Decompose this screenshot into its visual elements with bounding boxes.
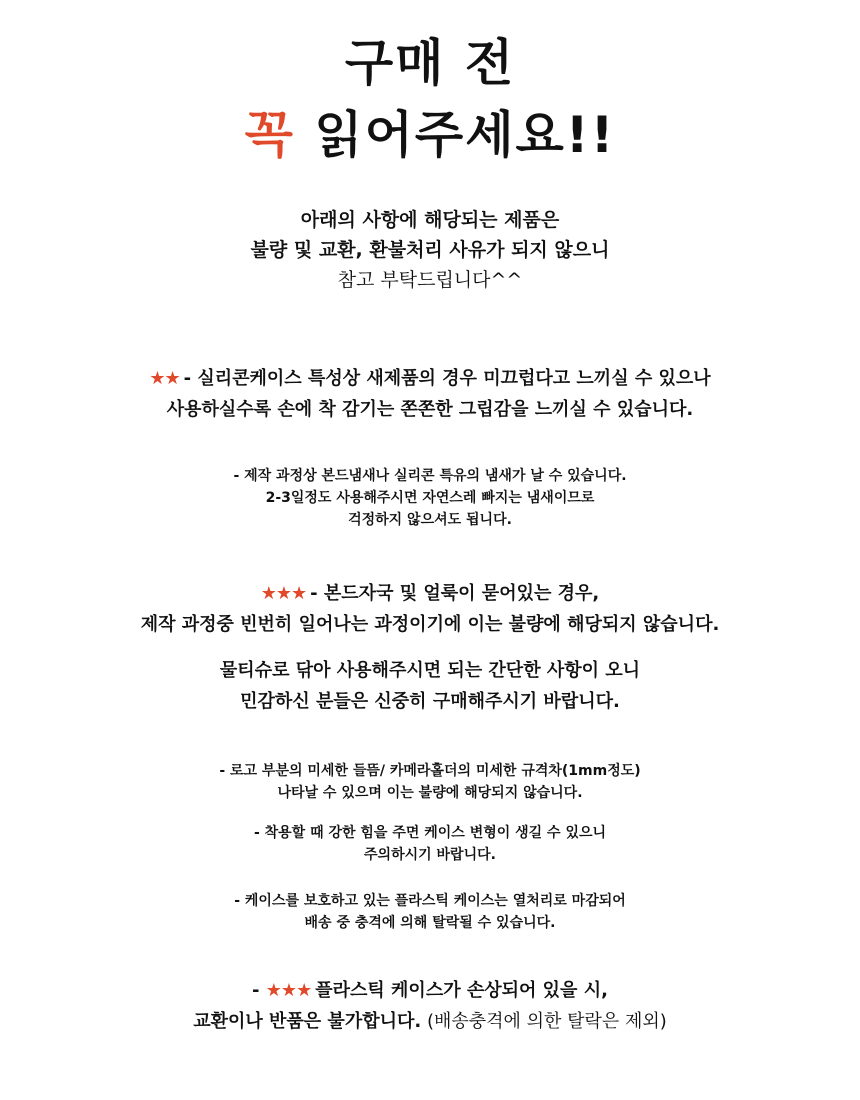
intro-line: 불량 및 교환, 환불처리 사유가 되지 않으니 xyxy=(250,239,610,261)
smell-note xyxy=(0,465,860,531)
final-line xyxy=(0,1006,860,1037)
final-line xyxy=(0,975,860,1006)
three-star-line: 물티슈로 닦아 사용해주시면 되는 간단한 사항이 오니 xyxy=(219,660,641,681)
star-icon: ★★★ xyxy=(265,980,312,1001)
note-line: - 로고 부분의 미세한 들뜸/ 카메라홀더의 미세한 규격차(1mm정도) xyxy=(219,763,641,779)
page-title-line2 xyxy=(0,106,860,164)
title-highlight: 꼭 xyxy=(244,106,295,164)
note-line: - 케이스를 보호하고 있는 플라스틱 케이스는 열처리로 마감되어 xyxy=(234,893,626,909)
two-star-section xyxy=(0,363,860,425)
note-line: - 착용할 때 강한 힘을 주면 케이스 변형이 생길 수 있으니 xyxy=(253,825,607,841)
title-text: 구매 전 xyxy=(344,34,516,92)
three-star-line xyxy=(0,578,860,609)
final-note: (배송충격에 의한 탈락은 제외) xyxy=(421,1011,667,1032)
logo-note xyxy=(0,760,860,804)
plastic-note xyxy=(0,890,860,934)
intro-line: 참고 부탁드립니다^^ xyxy=(337,269,523,291)
final-notice xyxy=(0,975,860,1037)
page-title-line1 xyxy=(0,34,860,92)
two-star-line xyxy=(0,363,860,394)
note-line: 주의하시기 바랍니다. xyxy=(364,847,496,863)
note-line: 나타날 수 있으며 이는 불량에 해당되지 않습니다. xyxy=(277,785,583,801)
star-icon: ★★ xyxy=(149,368,180,389)
note-line: 걱정하지 않으셔도 됩니다. xyxy=(348,512,512,528)
three-star-text: - 본드자국 및 얼룩이 묻어있는 경우, xyxy=(310,583,600,604)
force-note xyxy=(0,822,860,866)
final-text: 플라스틱 케이스가 손상되어 있을 시, xyxy=(315,980,608,1001)
three-star-section xyxy=(0,578,860,640)
three-star-line: 민감하신 분들은 신중히 구매해주시기 바랍니다. xyxy=(240,691,620,712)
note-line: 배송 중 충격에 의해 탈락될 수 있습니다. xyxy=(304,915,556,931)
three-star-section-cont xyxy=(0,655,860,717)
intro-paragraph xyxy=(0,205,860,295)
intro-line: 아래의 사항에 해당되는 제품은 xyxy=(300,209,560,231)
final-prefix: - xyxy=(252,980,266,1001)
two-star-text: - 실리콘케이스 특성상 새제품의 경우 미끄럽다고 느끼실 수 있으나 xyxy=(183,368,711,389)
note-line: - 제작 과정상 본드냄새나 실리콘 특유의 냄새가 날 수 있습니다. xyxy=(233,468,627,484)
note-line: 2-3일정도 사용해주시면 자연스레 빠지는 냄새이므로 xyxy=(265,490,595,506)
three-star-line: 제작 과정중 빈번히 일어나는 과정이기에 이는 불량에 해당되지 않습니다. xyxy=(140,614,720,635)
final-text: 교환이나 반품은 불가합니다. xyxy=(193,1011,422,1032)
title-rest: 읽어주세요!! xyxy=(294,106,616,164)
two-star-line: 사용하실수록 손에 착 감기는 쫀쫀한 그립감을 느끼실 수 있습니다. xyxy=(166,399,694,420)
star-icon: ★★★ xyxy=(260,583,307,604)
